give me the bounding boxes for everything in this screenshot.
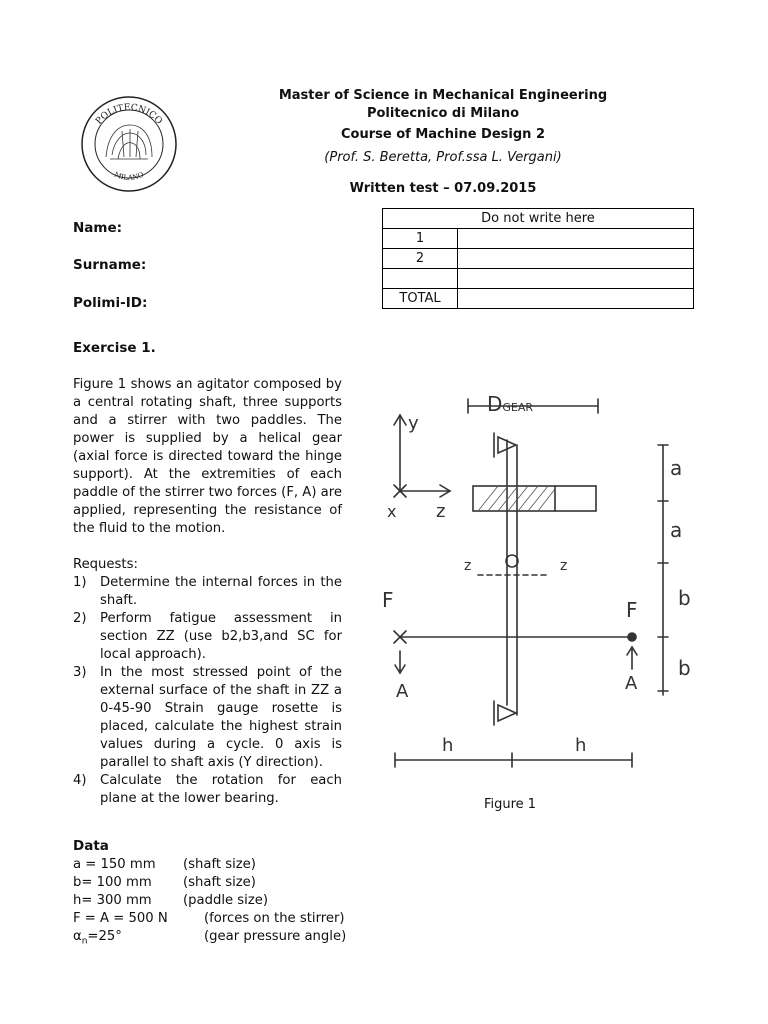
table-row: 1 [383, 229, 694, 249]
grading-table-heading: Do not write here [383, 209, 694, 229]
list-item: 2) Perform fatigue assessment in section ZZ (use b2,b3,and SC for local approach). [73, 611, 342, 662]
fig-label-z: z [436, 501, 446, 522]
fig-label-dgear: DGEAR [487, 392, 534, 416]
data-title: Data [73, 838, 109, 854]
grading-table [382, 208, 694, 309]
exercise-title: Exercise 1. [73, 340, 156, 356]
polimi-id-label: Polimi-ID: [73, 295, 148, 311]
fig-label-a-right: A [625, 673, 638, 694]
data-row: F = A = 500 N (forces on the stirrer) [73, 911, 345, 926]
requests-label: Requests: [73, 557, 138, 572]
fig-label-f-right: F [626, 598, 638, 622]
exercise-description: Figure 1 shows an agitator composed by a central rotating shaft, three supports and a stirrer with two paddles. The power is supplied by a helical gear (axial force is directed toward the hinge support). At the extremities of each paddle of the stirrer two forces (F, A) are applied, representing the resistance of the fluid to the motion. [73, 377, 342, 536]
fig-label-dim-a2: a [670, 518, 683, 542]
fig-label-dim-a1: a [670, 456, 683, 480]
data-row: a = 150 mm (shaft size) [73, 857, 256, 872]
svg-text:POLITECNICO [94, 103, 164, 127]
header-test-date: Written test – 07.09.2015 [349, 181, 537, 196]
data-row: $\alpha_n=25^\circ$ (gear pressure angle) [73, 929, 347, 947]
list-item: 1) Determine the internal forces in the shaft. [73, 575, 342, 608]
table-row [383, 269, 694, 289]
fig-label-a-left: A [396, 681, 409, 702]
svg-text:MILANO [113, 170, 145, 181]
table-row: TOTAL [383, 289, 694, 309]
data-row: b= 100 mm (shaft size) [73, 875, 256, 890]
fig-label-zz-left: z [464, 558, 472, 574]
header-university: Politecnico di Milano [366, 106, 520, 121]
fig-label-y: y [408, 413, 419, 434]
table-row: 2 [383, 249, 694, 269]
fig-label-x: x [387, 502, 397, 521]
header-program: Master of Science in Mechanical Engineering [278, 88, 608, 103]
name-label: Name: [73, 220, 123, 236]
fig-label-dim-h2: h [575, 735, 587, 756]
fig-label-dim-h1: h [442, 735, 454, 756]
logo-bottom-text: MILANO [112, 170, 146, 182]
agitator-figure [370, 385, 700, 785]
fig-label-dim-b1: b [678, 586, 691, 610]
fig-label-f-left: F [382, 588, 394, 612]
header-course: Course of Machine Design 2 [341, 127, 545, 142]
logo-top-text: POLITECNICO [94, 102, 164, 127]
fig-label-dim-b2: b [678, 656, 691, 680]
fig-label-zz-right: z [560, 558, 568, 574]
surname-label: Surname: [73, 257, 147, 273]
header-professors: (Prof. S. Beretta, Prof.ssa L. Vergani) [324, 150, 562, 165]
figure-caption: Figure 1 [483, 797, 537, 812]
list-item: 4) Calculate the rotation for each plane at the lower bearing. [73, 773, 342, 806]
requests-block [73, 556, 342, 808]
data-row: h= 300 mm (paddle size) [73, 893, 269, 908]
politecnico-logo [80, 95, 178, 193]
list-item: 3) In the most stressed point of the external surface of the shaft in ZZ a 0-45-90 Strain gauge rosette is placed, calculate the highest strain values during a cycle. 0 axis is parallel to shaft axis (Y direction). [73, 665, 342, 770]
